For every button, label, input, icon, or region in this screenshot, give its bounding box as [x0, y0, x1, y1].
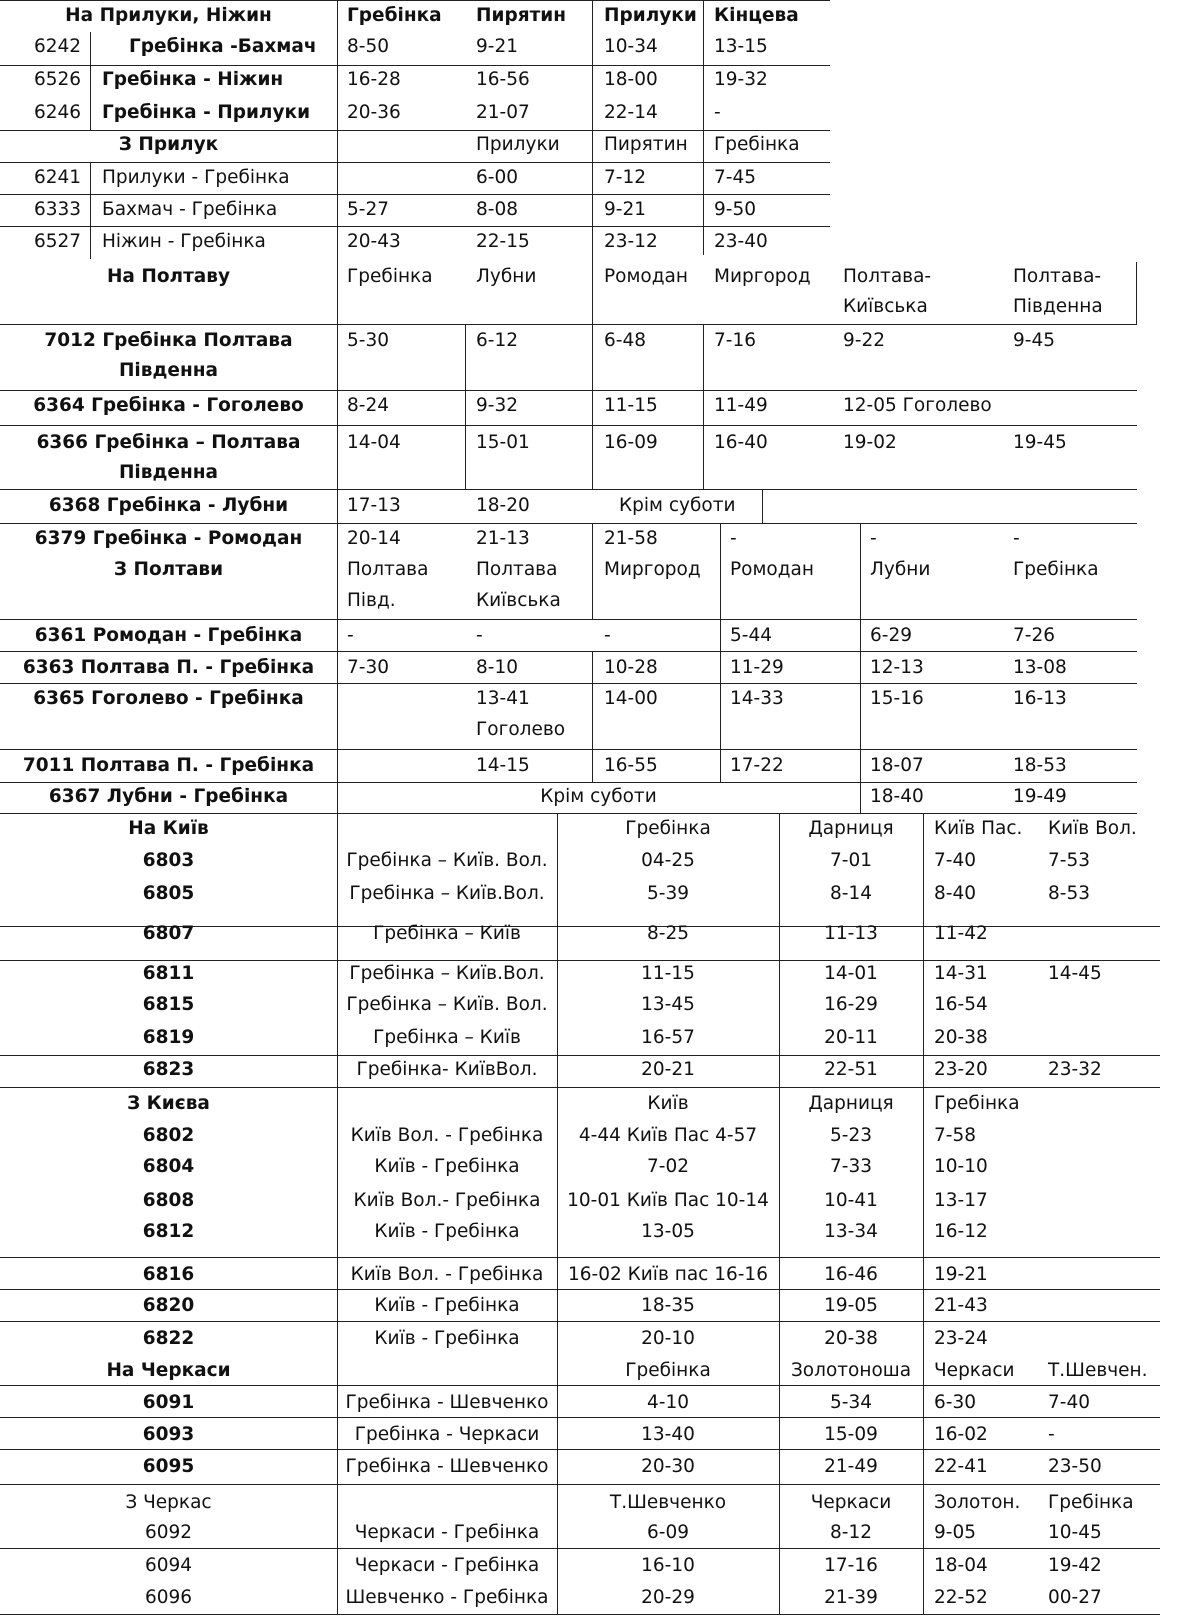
time-cell: 18-00	[604, 69, 658, 90]
time-cell: 7-45	[714, 167, 756, 188]
route-name: Бахмач - Гребінка	[102, 199, 278, 220]
train-number: 6820	[142, 1295, 195, 1316]
time-cell: 7-58	[934, 1125, 976, 1146]
route-name: Гребінка – Київ	[373, 923, 521, 944]
route-name: Шевченко - Гребінка	[345, 1587, 549, 1608]
time-cell: 18-20	[476, 495, 530, 516]
time-cell: 18-35	[641, 1295, 695, 1316]
time-cell: -	[1048, 1424, 1055, 1445]
time-cell: 23-40	[714, 231, 768, 252]
col-hrebinka-back: Гребінка	[714, 134, 800, 155]
time-cell: 18-07	[870, 755, 924, 776]
train-number: 6816	[142, 1264, 195, 1285]
time-cell: 20-43	[347, 231, 401, 252]
route-name: Гребінка -Бахмач	[129, 36, 317, 57]
heading-from-poltava: З Полтави	[113, 559, 224, 580]
col-hrebinka: Гребінка	[934, 1093, 1020, 1114]
time-cell: 15-01	[476, 432, 530, 453]
time-cell: 10-34	[604, 36, 658, 57]
time-cell: 13-40	[641, 1424, 695, 1445]
time-cell: 20-38	[934, 1027, 988, 1048]
station-note: Гоголево	[476, 719, 566, 740]
time-cell: 9-45	[1013, 330, 1055, 351]
col-romodan: Ромодан	[730, 559, 814, 580]
train-number: 6808	[142, 1190, 195, 1211]
col-lubny: Лубни	[870, 559, 931, 580]
time-cell: 21-07	[476, 102, 530, 123]
train-number: 6093	[142, 1424, 195, 1445]
time-cell: 7-40	[1048, 1392, 1090, 1413]
col-lubny: Лубни	[476, 266, 537, 287]
time-cell: 9-50	[714, 199, 756, 220]
time-cell: 9-32	[476, 395, 518, 416]
time-cell: 18-04	[934, 1555, 988, 1576]
time-cell: 8-25	[647, 923, 689, 944]
col-poltava-kyivska-2: Київська	[843, 296, 928, 317]
time-cell: 19-42	[1048, 1555, 1102, 1576]
time-cell: 19-05	[824, 1295, 878, 1316]
heading-poltava: На Полтаву	[106, 266, 231, 287]
train-number: 6807	[142, 923, 195, 944]
col-poltava-pivd: Полтава	[347, 559, 429, 580]
time-cell: 14-45	[1048, 963, 1102, 984]
train-number: 6823	[142, 1059, 195, 1080]
train-number: 6246	[34, 102, 82, 123]
time-cell: 23-24	[934, 1328, 988, 1349]
time-cell: 8-53	[1048, 883, 1090, 904]
heading-kyiv: На Київ	[128, 818, 209, 839]
time-cell: 14-15	[476, 755, 530, 776]
time-cell: 19-49	[1013, 786, 1067, 807]
route-name: 6366 Гребінка – Полтава	[36, 432, 301, 453]
time-cell: 16-46	[824, 1264, 878, 1285]
route-name: 7012 Гребінка Полтава	[44, 330, 293, 351]
route-name: Гребінка – Київ. Вол.	[346, 994, 548, 1015]
time-cell: 13-05	[641, 1221, 695, 1242]
time-cell: 19-21	[934, 1264, 988, 1285]
time-cell: 13-17	[934, 1190, 988, 1211]
time-cell: 18-53	[1013, 755, 1067, 776]
time-cell: 6-48	[604, 330, 646, 351]
time-cell: 11-49	[714, 395, 768, 416]
col-hrebinka: Гребінка	[1048, 1492, 1134, 1513]
train-number: 6096	[144, 1587, 193, 1608]
col-hrebinka: Гребінка	[347, 5, 442, 26]
train-number: 6811	[142, 963, 195, 984]
route-name: Гребінка - Прилуки	[102, 102, 311, 123]
route-name: Гребінка – Київ.Вол.	[349, 883, 545, 904]
time-cell: 21-49	[824, 1456, 878, 1477]
time-cell: -	[476, 625, 483, 646]
time-cell: 17-13	[347, 495, 401, 516]
time-cell: 21-43	[934, 1295, 988, 1316]
time-cell: 20-21	[641, 1059, 695, 1080]
time-cell: -	[604, 625, 611, 646]
heading-from-kyiv: З Києва	[127, 1093, 210, 1114]
route-name: Київ - Гребінка	[374, 1328, 520, 1349]
col-myrhorod: Миргород	[714, 266, 811, 287]
time-cell: 7-40	[934, 850, 976, 871]
time-cell: 16-57	[641, 1027, 695, 1048]
col-zoloton: Золотон.	[934, 1492, 1021, 1513]
heading-from-pryluky: З Прилук	[118, 134, 219, 155]
col-zolotonosha: Золотоноша	[790, 1360, 912, 1381]
col-darnytsia: Дарниця	[808, 1093, 894, 1114]
time-cell: 23-32	[1048, 1059, 1102, 1080]
train-number: 6812	[142, 1221, 195, 1242]
route-name: Гребінка - Ніжин	[102, 69, 284, 90]
time-cell: 16-54	[934, 994, 988, 1015]
col-hrebinka: Гребінка	[347, 266, 433, 287]
time-cell: 4-44 Київ Пас 4-57	[578, 1125, 758, 1146]
time-cell: 11-13	[824, 923, 878, 944]
time-cell: 8-50	[347, 36, 389, 57]
time-cell: 16-12	[934, 1221, 988, 1242]
time-cell: 15-16	[870, 688, 924, 709]
col-hrebinka: Гребінка	[625, 818, 711, 839]
note-except-saturday: Крім суботи	[540, 786, 657, 807]
time-cell: 14-04	[347, 432, 401, 453]
train-number: 6092	[144, 1522, 193, 1543]
col-myrhorod: Миргород	[604, 559, 701, 580]
route-name: Черкаси - Гребінка	[354, 1522, 540, 1543]
time-cell: 22-51	[824, 1059, 878, 1080]
time-cell: 10-10	[934, 1156, 988, 1177]
time-cell: 16-02	[934, 1424, 988, 1445]
train-number: 6241	[34, 167, 82, 188]
time-cell: 23-12	[604, 231, 658, 252]
col-kintseva: Кінцева	[714, 5, 799, 26]
time-cell: 19-02	[843, 432, 897, 453]
route-name: 6363 Полтава П. - Гребінка	[22, 657, 315, 678]
time-cell: 12-13	[870, 657, 924, 678]
time-cell: 13-34	[824, 1221, 878, 1242]
time-cell: 16-13	[1013, 688, 1067, 709]
route-name: Київ Вол.- Гребінка	[353, 1190, 541, 1211]
time-cell: 11-15	[604, 395, 658, 416]
time-cell: 11-42	[934, 923, 988, 944]
time-cell: 7-01	[830, 850, 872, 871]
time-cell: 5-44	[730, 625, 772, 646]
time-cell: 21-58	[604, 528, 658, 549]
col-t-shevchenko: Т.Шевчен.	[1048, 1360, 1148, 1381]
train-number: 6803	[142, 850, 195, 871]
time-cell: 21-39	[824, 1587, 878, 1608]
col-pryluky-back: Прилуки	[476, 134, 560, 155]
time-cell: 5-23	[830, 1125, 872, 1146]
time-cell: 20-38	[824, 1328, 878, 1349]
train-number: 6091	[142, 1392, 195, 1413]
time-cell: 7-02	[647, 1156, 689, 1177]
col-poltava-kyivska: Полтава-	[843, 266, 932, 287]
route-name: 7011 Полтава П. - Гребінка	[22, 755, 315, 776]
train-number: 6804	[142, 1156, 195, 1177]
time-cell: 16-02 Київ пас 16-16	[568, 1264, 768, 1285]
route-name: Гребінка - Шевченко	[345, 1456, 549, 1477]
time-cell: 5-27	[347, 199, 389, 220]
route-name: Київ - Гребінка	[374, 1221, 520, 1242]
time-cell: 13-41	[476, 688, 530, 709]
time-cell: 11-15	[641, 963, 695, 984]
time-cell: 7-26	[1013, 625, 1055, 646]
col-poltava-pivd-2: Півд.	[347, 590, 396, 611]
route-name: Гребінка - Черкаси	[354, 1424, 540, 1445]
time-cell: 7-12	[604, 167, 646, 188]
time-cell: 22-14	[604, 102, 658, 123]
time-cell: 8-12	[830, 1522, 872, 1543]
train-number: 6527	[34, 231, 82, 252]
time-cell: 5-39	[647, 883, 689, 904]
col-poltava-pivdenna-2: Південна	[1013, 296, 1103, 317]
route-name-cont: Південна	[118, 360, 219, 381]
time-cell: 5-34	[830, 1392, 872, 1413]
time-cell: 10-28	[604, 657, 658, 678]
time-cell: 13-08	[1013, 657, 1067, 678]
time-cell: -	[714, 102, 721, 123]
route-name: Гребінка- КиївВол.	[356, 1059, 538, 1080]
time-cell: 6-30	[934, 1392, 976, 1413]
time-cell: 22-41	[934, 1456, 988, 1477]
route-name: Гребінка – Київ.Вол.	[349, 963, 545, 984]
route-name: Київ Вол. - Гребінка	[350, 1125, 544, 1146]
time-cell: 19-45	[1013, 432, 1067, 453]
time-cell: -	[1013, 528, 1020, 549]
col-poltava-kyivska-2: Київська	[476, 590, 561, 611]
train-number: 6822	[142, 1328, 195, 1349]
time-cell: 5-30	[347, 330, 389, 351]
time-cell: 14-31	[934, 963, 988, 984]
note-except-saturday: Крім суботи	[619, 495, 736, 516]
col-romodan: Ромодан	[604, 266, 688, 287]
time-cell: 6-09	[647, 1522, 689, 1543]
time-cell: 10-45	[1048, 1522, 1102, 1543]
time-cell: 7-53	[1048, 850, 1090, 871]
col-kyiv-vol: Київ Вол.	[1048, 818, 1137, 839]
route-name: Гребінка – Київ. Вол.	[346, 850, 548, 871]
time-cell: 9-22	[843, 330, 885, 351]
time-cell: 15-09	[824, 1424, 878, 1445]
time-cell: 13-15	[714, 36, 768, 57]
time-cell: 14-01	[824, 963, 878, 984]
route-name: Черкаси - Гребінка	[354, 1555, 540, 1576]
heading-from-cherkasy: З Черкас	[125, 1492, 212, 1513]
col-hrebinka: Гребінка	[1013, 559, 1099, 580]
route-name: 6368 Гребінка - Лубни	[48, 495, 289, 516]
time-cell: 8-10	[476, 657, 518, 678]
route-name: Київ - Гребінка	[374, 1156, 520, 1177]
col-pyriatyn-back: Пирятин	[604, 134, 688, 155]
col-pyriatyn: Пирятин	[476, 5, 567, 26]
time-cell: -	[870, 528, 877, 549]
train-number: 6333	[34, 199, 82, 220]
train-number: 6242	[34, 36, 82, 57]
time-cell: 20-10	[641, 1328, 695, 1349]
time-cell: 10-41	[824, 1190, 878, 1211]
time-cell: 9-05	[934, 1522, 976, 1543]
train-number: 6805	[142, 883, 195, 904]
time-cell: 04-25	[641, 850, 695, 871]
heading-cherkasy: На Черкаси	[106, 1360, 231, 1381]
time-cell: 16-55	[604, 755, 658, 776]
time-cell: 17-16	[824, 1555, 878, 1576]
time-cell: 20-36	[347, 102, 401, 123]
time-cell: 6-00	[476, 167, 518, 188]
route-name: Гребінка - Шевченко	[345, 1392, 549, 1413]
time-cell: 21-13	[476, 528, 530, 549]
time-cell: 20-30	[641, 1456, 695, 1477]
col-poltava-kyivska: Полтава	[476, 559, 558, 580]
col-poltava-pivdenna: Полтава-	[1013, 266, 1102, 287]
train-number: 6526	[34, 69, 82, 90]
col-t-shevchenko: Т.Шевченко	[609, 1492, 727, 1513]
route-name: 6379 Гребінка - Ромодан	[34, 528, 303, 549]
time-cell: 20-29	[641, 1587, 695, 1608]
time-cell: 12-05 Гоголево	[843, 395, 992, 416]
time-cell: 14-33	[730, 688, 784, 709]
time-cell: 9-21	[476, 36, 518, 57]
time-cell: 11-29	[730, 657, 784, 678]
time-cell: 8-40	[934, 883, 976, 904]
train-number: 6819	[142, 1027, 195, 1048]
route-name: Київ Вол. - Гребінка	[350, 1264, 544, 1285]
col-kyiv: Київ	[647, 1093, 689, 1114]
route-name: 6367 Лубни - Гребінка	[48, 786, 289, 807]
time-cell: 9-21	[604, 199, 646, 220]
route-name: Київ - Гребінка	[374, 1295, 520, 1316]
time-cell: 10-01 Київ Пас 10-14	[567, 1190, 769, 1211]
time-cell: 16-28	[347, 69, 401, 90]
time-cell: 20-14	[347, 528, 401, 549]
time-cell: 23-20	[934, 1059, 988, 1080]
time-cell: -	[347, 625, 354, 646]
time-cell: 6-12	[476, 330, 518, 351]
route-name: Ніжин - Гребінка	[102, 231, 266, 252]
route-name: 6364 Гребінка - Гоголево	[33, 395, 304, 416]
time-cell: 14-00	[604, 688, 658, 709]
col-kyiv-pas: Київ Пас.	[934, 818, 1023, 839]
time-cell: 23-50	[1048, 1456, 1102, 1477]
time-cell: 8-08	[476, 199, 518, 220]
route-name: Прилуки - Гребінка	[102, 167, 290, 188]
train-number: 6815	[142, 994, 195, 1015]
time-cell: 13-45	[641, 994, 695, 1015]
route-name: 6361 Ромодан - Гребінка	[34, 625, 303, 646]
time-cell: 8-24	[347, 395, 389, 416]
time-cell: 16-29	[824, 994, 878, 1015]
col-cherkasy: Черкаси	[810, 1492, 892, 1513]
time-cell: 22-15	[476, 231, 530, 252]
time-cell: 22-52	[934, 1587, 988, 1608]
col-darnytsia: Дарниця	[808, 818, 894, 839]
route-name: Гребінка – Київ	[373, 1027, 521, 1048]
col-cherkasy: Черкаси	[934, 1360, 1015, 1381]
time-cell: 20-11	[824, 1027, 878, 1048]
route-name: 6365 Гоголево - Гребінка	[33, 688, 304, 709]
time-cell: 18-40	[870, 786, 924, 807]
train-number: 6095	[142, 1456, 195, 1477]
heading-pryluky: На Прилуки, Ніжин	[65, 5, 272, 26]
time-cell: 19-32	[714, 69, 768, 90]
train-number: 6802	[142, 1125, 195, 1146]
time-cell: -	[730, 528, 737, 549]
time-cell: 16-09	[604, 432, 658, 453]
route-name-cont: Південна	[118, 462, 219, 483]
time-cell: 7-30	[347, 657, 389, 678]
col-pryluky: Прилуки	[604, 5, 697, 26]
time-cell: 16-56	[476, 69, 530, 90]
time-cell: 6-29	[870, 625, 912, 646]
time-cell: 16-40	[714, 432, 768, 453]
time-cell: 16-10	[641, 1555, 695, 1576]
time-cell: 7-33	[830, 1156, 872, 1177]
time-cell: 4-10	[647, 1392, 689, 1413]
train-number: 6094	[144, 1555, 193, 1576]
time-cell: 8-14	[830, 883, 872, 904]
time-cell: 00-27	[1048, 1587, 1102, 1608]
time-cell: 7-16	[714, 330, 756, 351]
col-hrebinka: Гребінка	[625, 1360, 711, 1381]
time-cell: 17-22	[730, 755, 784, 776]
